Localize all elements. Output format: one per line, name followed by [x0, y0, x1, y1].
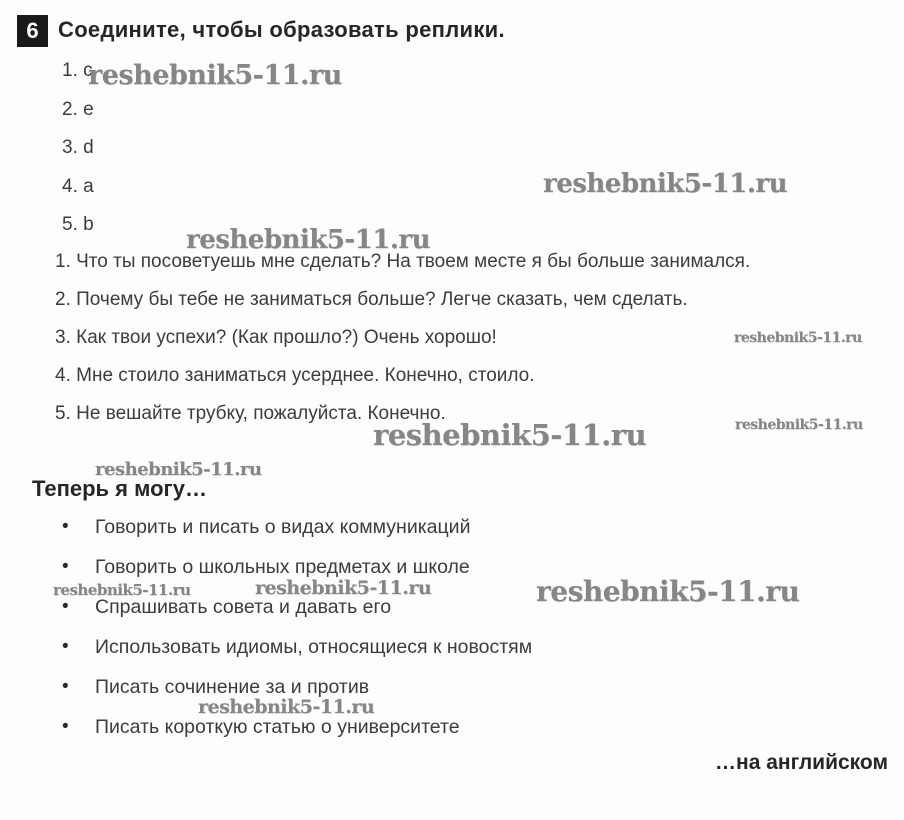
can-item — [62, 637, 532, 657]
sentence-item: 1. Что ты посоветуешь мне сделать? На твоем месте я бы больше занимался. — [55, 251, 751, 272]
can-item — [62, 717, 532, 737]
site-watermark: reshebnik5-11.ru — [543, 169, 788, 199]
can-item — [62, 557, 532, 577]
site-watermark: reshebnik5-11.ru — [198, 696, 375, 718]
bullet-icon: • — [62, 636, 69, 657]
bullet-icon: • — [62, 556, 69, 577]
now-i-can-heading: Теперь я могу… — [32, 476, 207, 501]
answer-item: 3. d — [62, 137, 94, 158]
site-watermark: reshebnik5-11.ru — [88, 60, 342, 91]
answer-item: 1. c — [62, 60, 93, 81]
site-watermark: reshebnik5-11.ru — [536, 575, 800, 608]
now-i-can-list — [62, 517, 532, 757]
site-watermark: reshebnik5-11.ru — [186, 225, 431, 255]
site-watermark: reshebnik5-11.ru — [734, 330, 862, 346]
site-watermark: reshebnik5-11.ru — [255, 577, 432, 599]
sentences-list — [55, 252, 750, 442]
bullet-icon: • — [62, 716, 69, 737]
can-item-label: Говорить и писать о видах коммуникаций — [95, 516, 471, 538]
can-item-label: Говорить о школьных предметах и школе — [95, 556, 470, 578]
can-item — [62, 597, 532, 617]
sentence-item: 5. Не вешайте трубку, пожалуйста. Конечно. — [55, 403, 446, 424]
answer-item: 4. a — [62, 175, 94, 197]
site-watermark: reshebnik5-11.ru — [373, 418, 647, 452]
site-watermark: reshebnik5-11.ru — [735, 417, 863, 433]
bullet-icon: • — [62, 596, 69, 617]
exercise-number-badge: 6 — [17, 15, 48, 47]
site-watermark: reshebnik5-11.ru — [95, 459, 262, 480]
can-item-label: Спрашивать совета и давать его — [95, 596, 392, 618]
can-item-label: Писать сочинение за и против — [95, 676, 370, 698]
sentence-item: 2. Почему бы тебе не заниматься больше? Легче сказать, чем сделать. — [55, 289, 688, 310]
answer-item: 5. b — [62, 214, 94, 235]
site-watermark: reshebnik5-11.ru — [53, 581, 191, 599]
can-item-label: Использовать идиомы, относящиеся к новостям — [95, 636, 533, 658]
exercise-title: Соедините, чтобы образовать реплики. — [58, 17, 505, 42]
sentence-item: 4. Мне стоило заниматься усерднее. Конечно, стоило. — [55, 365, 535, 386]
footer-note: …на английском — [715, 751, 888, 774]
bullet-icon: • — [62, 676, 69, 697]
sentence-item: 3. Как твои успехи? (Как прошло?) Очень хорошо! — [55, 327, 497, 348]
can-item — [62, 517, 532, 537]
answer-item: 2. e — [62, 98, 94, 120]
can-item-label: Писать короткую статью о университете — [95, 716, 460, 738]
bullet-icon: • — [62, 516, 69, 537]
can-item — [62, 677, 532, 697]
